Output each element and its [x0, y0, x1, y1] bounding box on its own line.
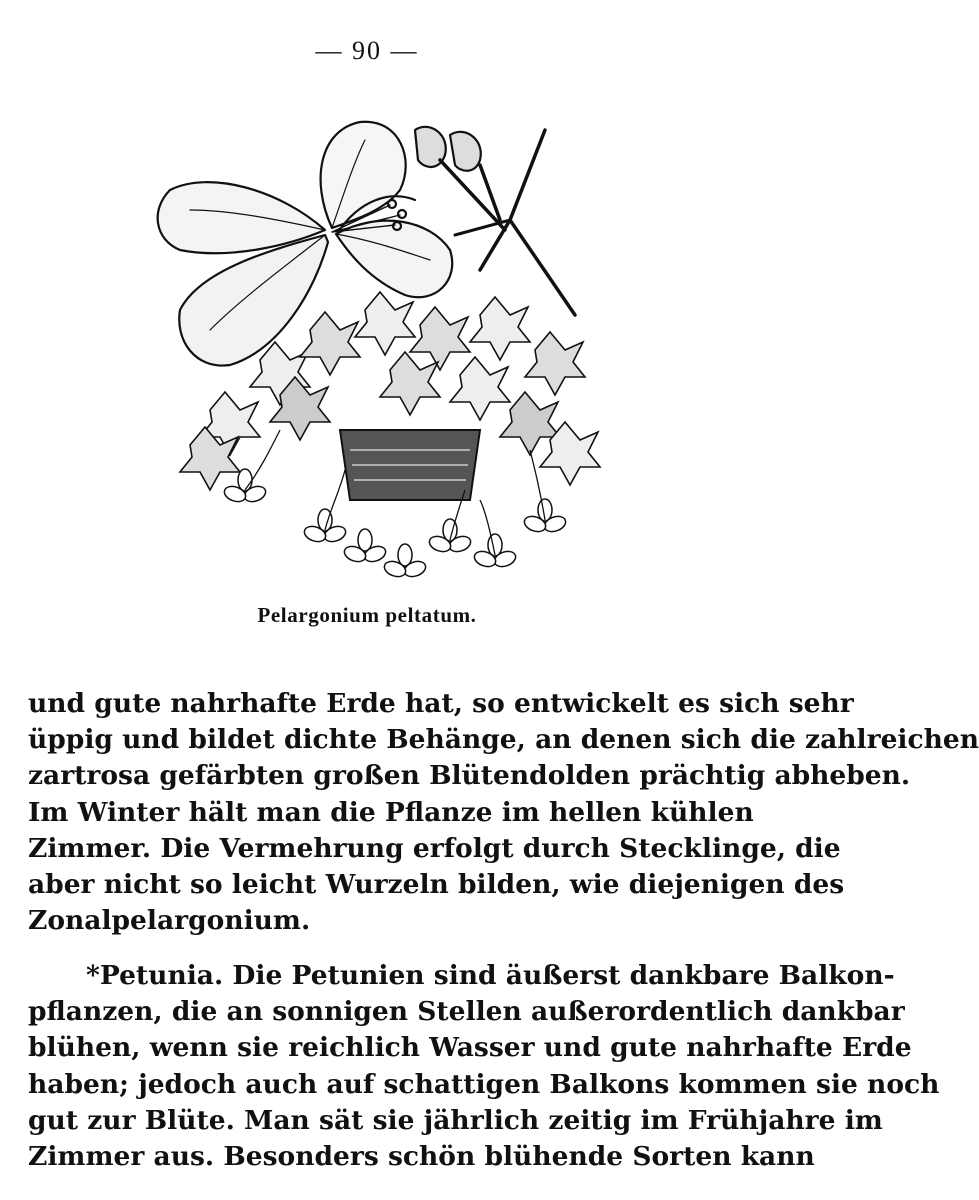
- text-line: üppig und bildet dichte Behänge, an denen sich die zahlreichen: [28, 724, 979, 756]
- paragraph-1: [28, 686, 979, 939]
- text-line: Zimmer. Die Vermehrung erfolgt durch Stecklinge, die: [28, 832, 841, 864]
- text-line: gut zur Blüte. Man sät sie jährlich zeitig im Frühjahre im: [28, 1104, 883, 1136]
- text-line: *Petunia. Die Petunien sind äußerst dankbare Balkon-: [86, 960, 895, 991]
- paragraph-2: [28, 958, 940, 1175]
- text-line: zartrosa gefärbten großen Blütendolden prächtig abheben.: [28, 760, 911, 792]
- text-line: Zonalpelargonium.: [28, 905, 311, 937]
- text-line: Zimmer aus. Besonders schön blühende Sorten kann: [28, 1140, 815, 1172]
- text-line: und gute nahrhafte Erde hat, so entwickelt es sich sehr: [28, 688, 854, 719]
- page-number: — 90 —: [315, 36, 419, 65]
- text-line: blühen, wenn sie reichlich Wasser und gute nahrhafte Erde: [28, 1032, 912, 1064]
- text-line: aber nicht so leicht Wurzeln bilden, wie diejenigen des: [28, 868, 845, 900]
- text-line: Im Winter hält man die Pflanze im hellen kühlen: [28, 796, 754, 828]
- text-line: pflanzen, die an sonnigen Stellen außerordentlich dankbar: [28, 996, 905, 1028]
- text-line: haben; jedoch auch auf schattigen Balkons kommen sie noch: [28, 1068, 940, 1100]
- figure-caption: Pelargonium peltatum.: [257, 603, 477, 627]
- pelargonium-illustration: [150, 110, 600, 580]
